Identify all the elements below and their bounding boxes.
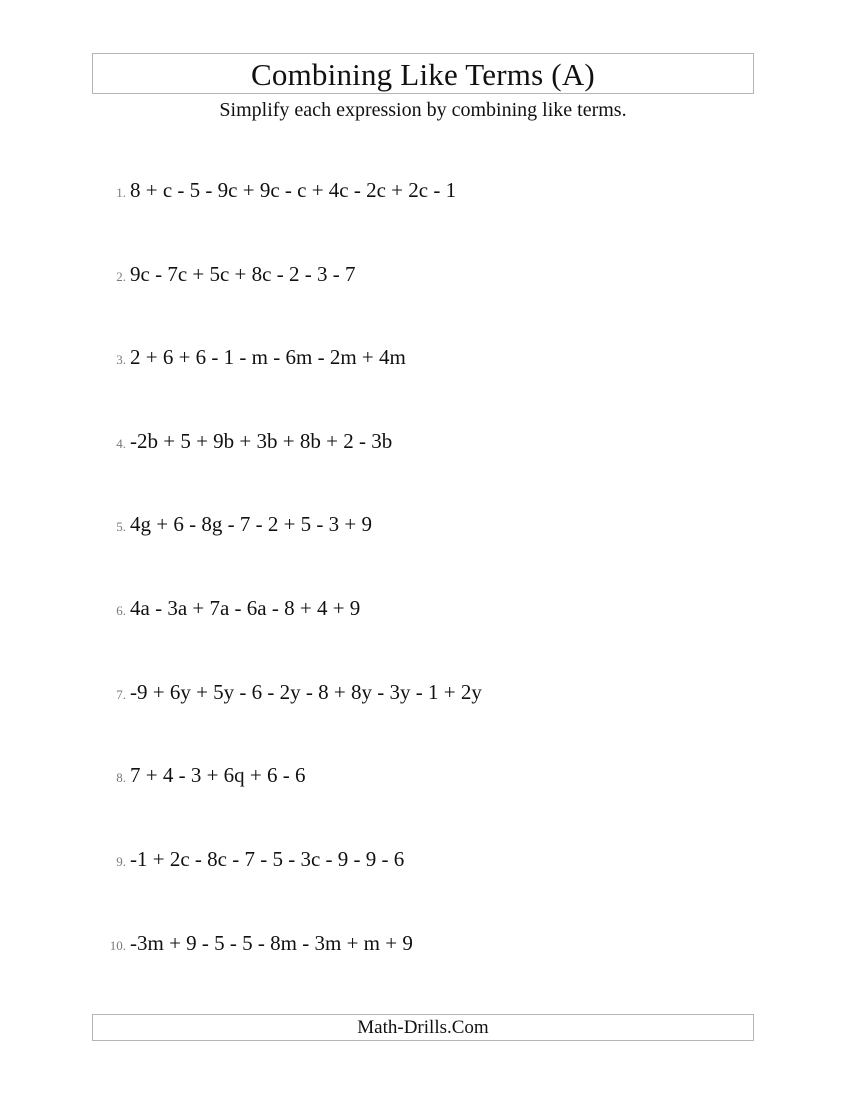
- problem-expression: -9 + 6y + 5y - 6 - 2y - 8 + 8y - 3y - 1 + 2y: [130, 680, 482, 704]
- problem-expression: 7 + 4 - 3 + 6q + 6 - 6: [130, 763, 306, 787]
- problem-5: [100, 512, 372, 542]
- problem-expression: -2b + 5 + 9b + 3b + 8b + 2 - 3b: [130, 429, 393, 453]
- problem-expression: -3m + 9 - 5 - 5 - 8m - 3m + m + 9: [130, 931, 413, 955]
- problem-7: [100, 680, 482, 710]
- problem-number: 9.: [116, 854, 126, 869]
- problem-expression: 2 + 6 + 6 - 1 - m - 6m - 2m + 4m: [130, 345, 406, 369]
- problem-8: [100, 763, 306, 793]
- page-title: Combining Like Terms (A): [251, 57, 595, 92]
- problem-9: [100, 847, 404, 877]
- title-box: [92, 53, 754, 94]
- problem-6: [100, 596, 360, 626]
- problem-number: 5.: [116, 519, 126, 534]
- problem-number: 10.: [109, 938, 126, 953]
- problem-3: [100, 345, 406, 375]
- instructions: Simplify each expression by combining like terms.: [219, 99, 627, 121]
- problem-number: 3.: [116, 352, 126, 367]
- problem-number: 6.: [116, 603, 126, 618]
- problem-2: [100, 262, 355, 292]
- problem-expression: 8 + c - 5 - 9c + 9c - c + 4c - 2c + 2c - 1: [130, 178, 457, 202]
- problem-10: [100, 931, 413, 961]
- problem-expression: 9c - 7c + 5c + 8c - 2 - 3 - 7: [130, 262, 356, 286]
- problem-expression: -1 + 2c - 8c - 7 - 5 - 3c - 9 - 9 - 6: [130, 847, 405, 871]
- problem-number: 1.: [116, 185, 126, 200]
- problem-number: 8.: [116, 770, 126, 785]
- problem-expression: 4a - 3a + 7a - 6a - 8 + 4 + 9: [130, 596, 361, 620]
- footer-site-name: Math-Drills.Com: [357, 1017, 489, 1038]
- footer-box: [92, 1014, 754, 1041]
- problem-1: [100, 178, 456, 208]
- problem-4: [100, 429, 392, 459]
- problem-number: 4.: [116, 436, 126, 451]
- problem-expression: 4g + 6 - 8g - 7 - 2 + 5 - 3 + 9: [130, 512, 373, 536]
- problem-number: 7.: [116, 687, 126, 702]
- problem-number: 2.: [116, 269, 126, 284]
